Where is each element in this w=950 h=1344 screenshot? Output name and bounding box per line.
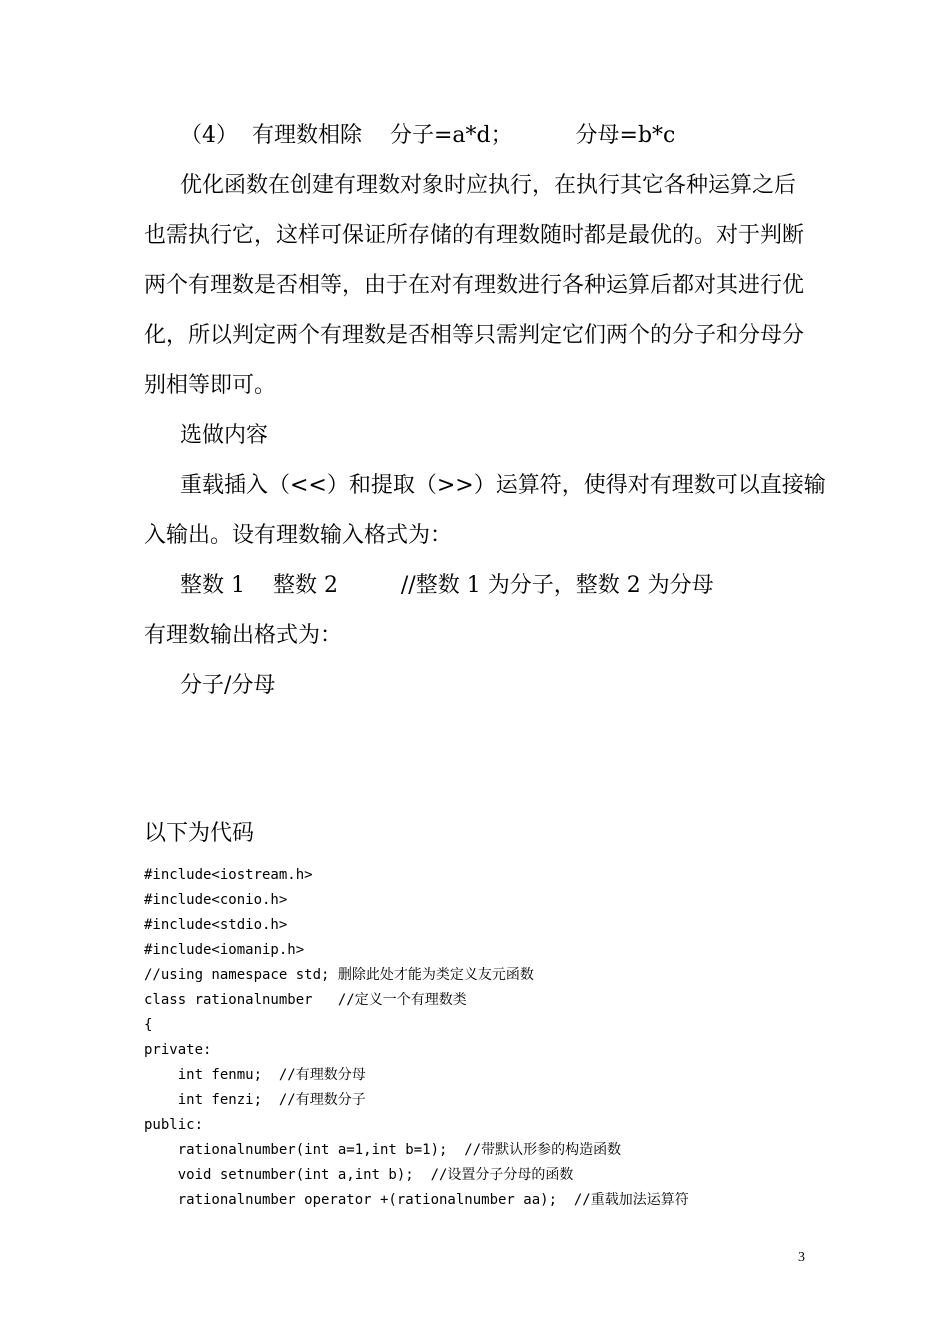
output-format-label: 有理数输出格式为： <box>144 623 343 648</box>
code-line: #include<conio.h> <box>144 892 288 908</box>
code-line: int fenzi; //有理数分子 <box>144 1092 366 1108</box>
paragraph-optimization-line-3: 两个有理数是否相等，由于在对有理数进行各种运算后都对其进行优 <box>144 273 805 298</box>
paragraph-optimization-line-4: 化，所以判定两个有理数是否相等只需判定它们两个的分子和分母分 <box>144 323 805 348</box>
paragraph-overload-line-1: 重载插入（<<）和提取（>>）运算符，使得对有理数可以直接输 <box>180 473 826 498</box>
code-line: { <box>144 1017 153 1033</box>
code-line: private: <box>144 1042 212 1058</box>
code-line: rationalnumber operator +(rationalnumber aa); //重载加法运算符 <box>144 1192 689 1208</box>
code-line: #include<iomanip.h> <box>144 942 305 958</box>
code-line: #include<stdio.h> <box>144 917 288 933</box>
code-line: void setnumber(int a,int b); //设置分子分母的函数 <box>144 1167 574 1183</box>
paragraph-optimization-line-1: 优化函数在创建有理数对象时应执行，在执行其它各种运算之后 <box>180 173 797 198</box>
division-rule-line: （4） 有理数相除 分子=a*d； 分母=b*c <box>180 123 676 148</box>
page-number: 3 <box>798 1250 805 1265</box>
code-intro-heading: 以下为代码 <box>144 821 255 846</box>
paragraph-optimization-line-5: 别相等即可。 <box>144 373 277 398</box>
output-format-example: 分子/分母 <box>180 673 276 698</box>
input-format-example: 整数 1 整数 2 //整数 1 为分子，整数 2 为分母 <box>180 573 714 598</box>
code-line: class rationalnumber //定义一个有理数类 <box>144 992 467 1008</box>
code-line: #include<iostream.h> <box>144 867 313 883</box>
code-line: //using namespace std; 删除此处才能为类定义友元函数 <box>144 967 534 983</box>
paragraph-overload-line-2: 入输出。设有理数输入格式为： <box>144 523 453 548</box>
optional-section-heading: 选做内容 <box>180 423 269 448</box>
code-line: int fenmu; //有理数分母 <box>144 1067 366 1083</box>
paragraph-optimization-line-2: 也需执行它，这样可保证所存储的有理数随时都是最优的。对于判断 <box>144 223 805 248</box>
code-line: rationalnumber(int a=1,int b=1); //带默认形参的构造函数 <box>144 1142 622 1158</box>
code-line: public: <box>144 1117 204 1133</box>
